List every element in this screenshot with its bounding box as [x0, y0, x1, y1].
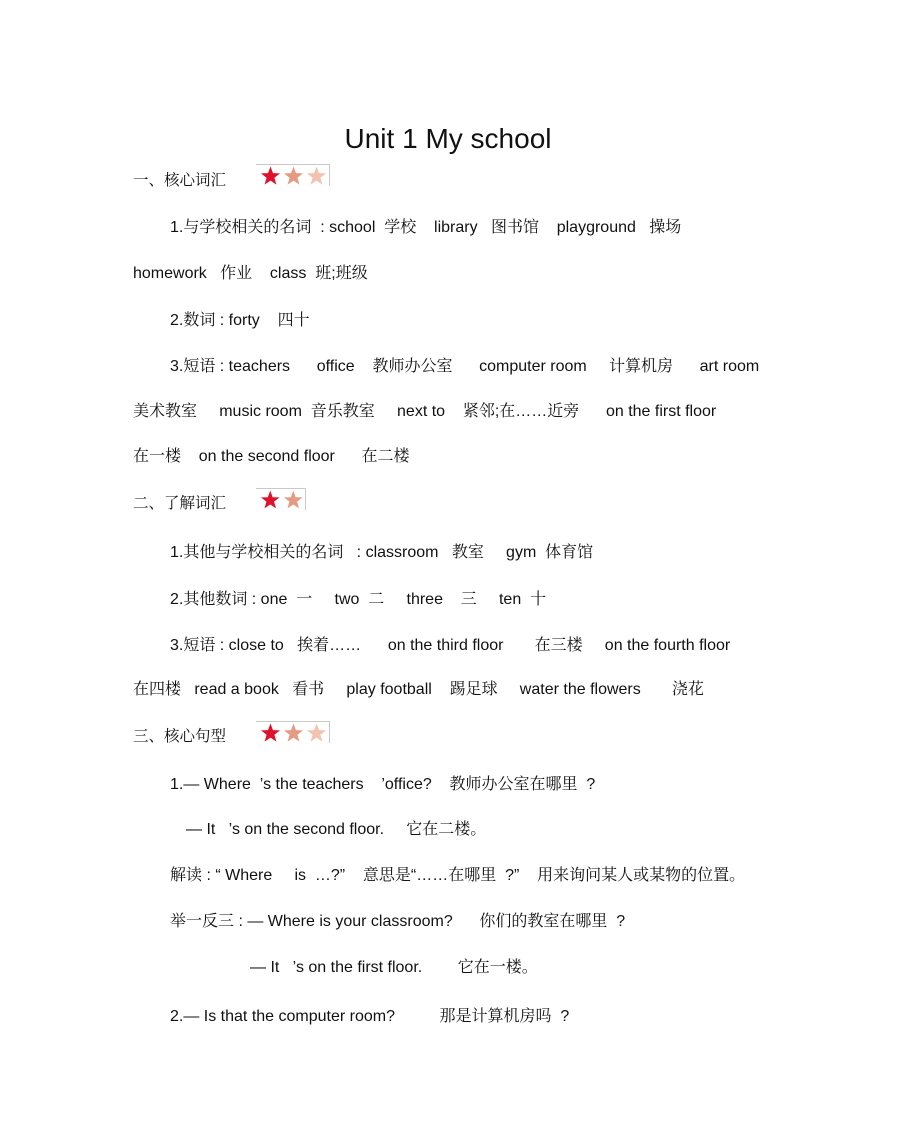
text-line: 在四楼 read a book 看书 play football 踢足球 water the flowers 浇花: [133, 681, 704, 698]
text-line: 2.— Is that the computer room? 那是计算机房吗 ?: [170, 1008, 570, 1025]
text-line: — It ’s on the second floor. 它在二楼。: [186, 821, 487, 838]
section-heading-core-vocabulary: 一、核心词汇: [133, 172, 227, 189]
page-title: Unit 1 My school: [344, 123, 552, 154]
difficulty-stars: [256, 488, 306, 510]
star-half-icon: [283, 166, 304, 186]
star-half-icon: [283, 490, 304, 510]
star-full-icon: [260, 166, 281, 186]
star-pale-icon: [306, 723, 327, 743]
text-line: 1.其他与学校相关的名词 : classroom 教室 gym 体育馆: [170, 544, 594, 561]
star-full-icon: [260, 723, 281, 743]
text-line: homework 作业 class 班;班级: [133, 265, 368, 282]
star-pale-icon: [306, 166, 327, 186]
text-line: 在一楼 on the second floor 在二楼: [133, 448, 410, 465]
text-line: — It ’s on the first floor. 它在一楼。: [250, 959, 538, 976]
text-line: 美术教室 music room 音乐教室 next to 紧邻;在……近旁 on the first floor: [133, 403, 717, 420]
difficulty-stars: [256, 721, 330, 743]
section-heading-extended-vocabulary: 二、了解词汇: [133, 495, 227, 512]
text-line: 1.与学校相关的名词 : school 学校 library 图书馆 playground 操场: [170, 219, 682, 236]
star-half-icon: [283, 723, 304, 743]
text-line: 2.其他数词 : one 一 two 二 three 三 ten 十: [170, 591, 547, 608]
section-heading-core-sentences: 三、核心句型: [133, 728, 227, 745]
star-full-icon: [260, 490, 281, 510]
text-line: 1.— Where ’s the teachers ’office? 教师办公室在哪里 ?: [170, 776, 596, 793]
text-line: 2.数词 : forty 四十: [170, 312, 310, 329]
text-line: 3.短语 : close to 挨着…… on the third floor 在三楼 on the fourth floor: [170, 637, 731, 654]
difficulty-stars: [256, 164, 330, 186]
text-line: 3.短语 : teachers office 教师办公室 computer room 计算机房 art room: [170, 358, 760, 375]
text-line: 解读 : “ Where is …?” 意思是“……在哪里 ?” 用来询问某人或某物的位置。: [170, 867, 746, 884]
text-line: 举一反三 : — Where is your classroom? 你们的教室在哪里 ?: [170, 913, 626, 930]
